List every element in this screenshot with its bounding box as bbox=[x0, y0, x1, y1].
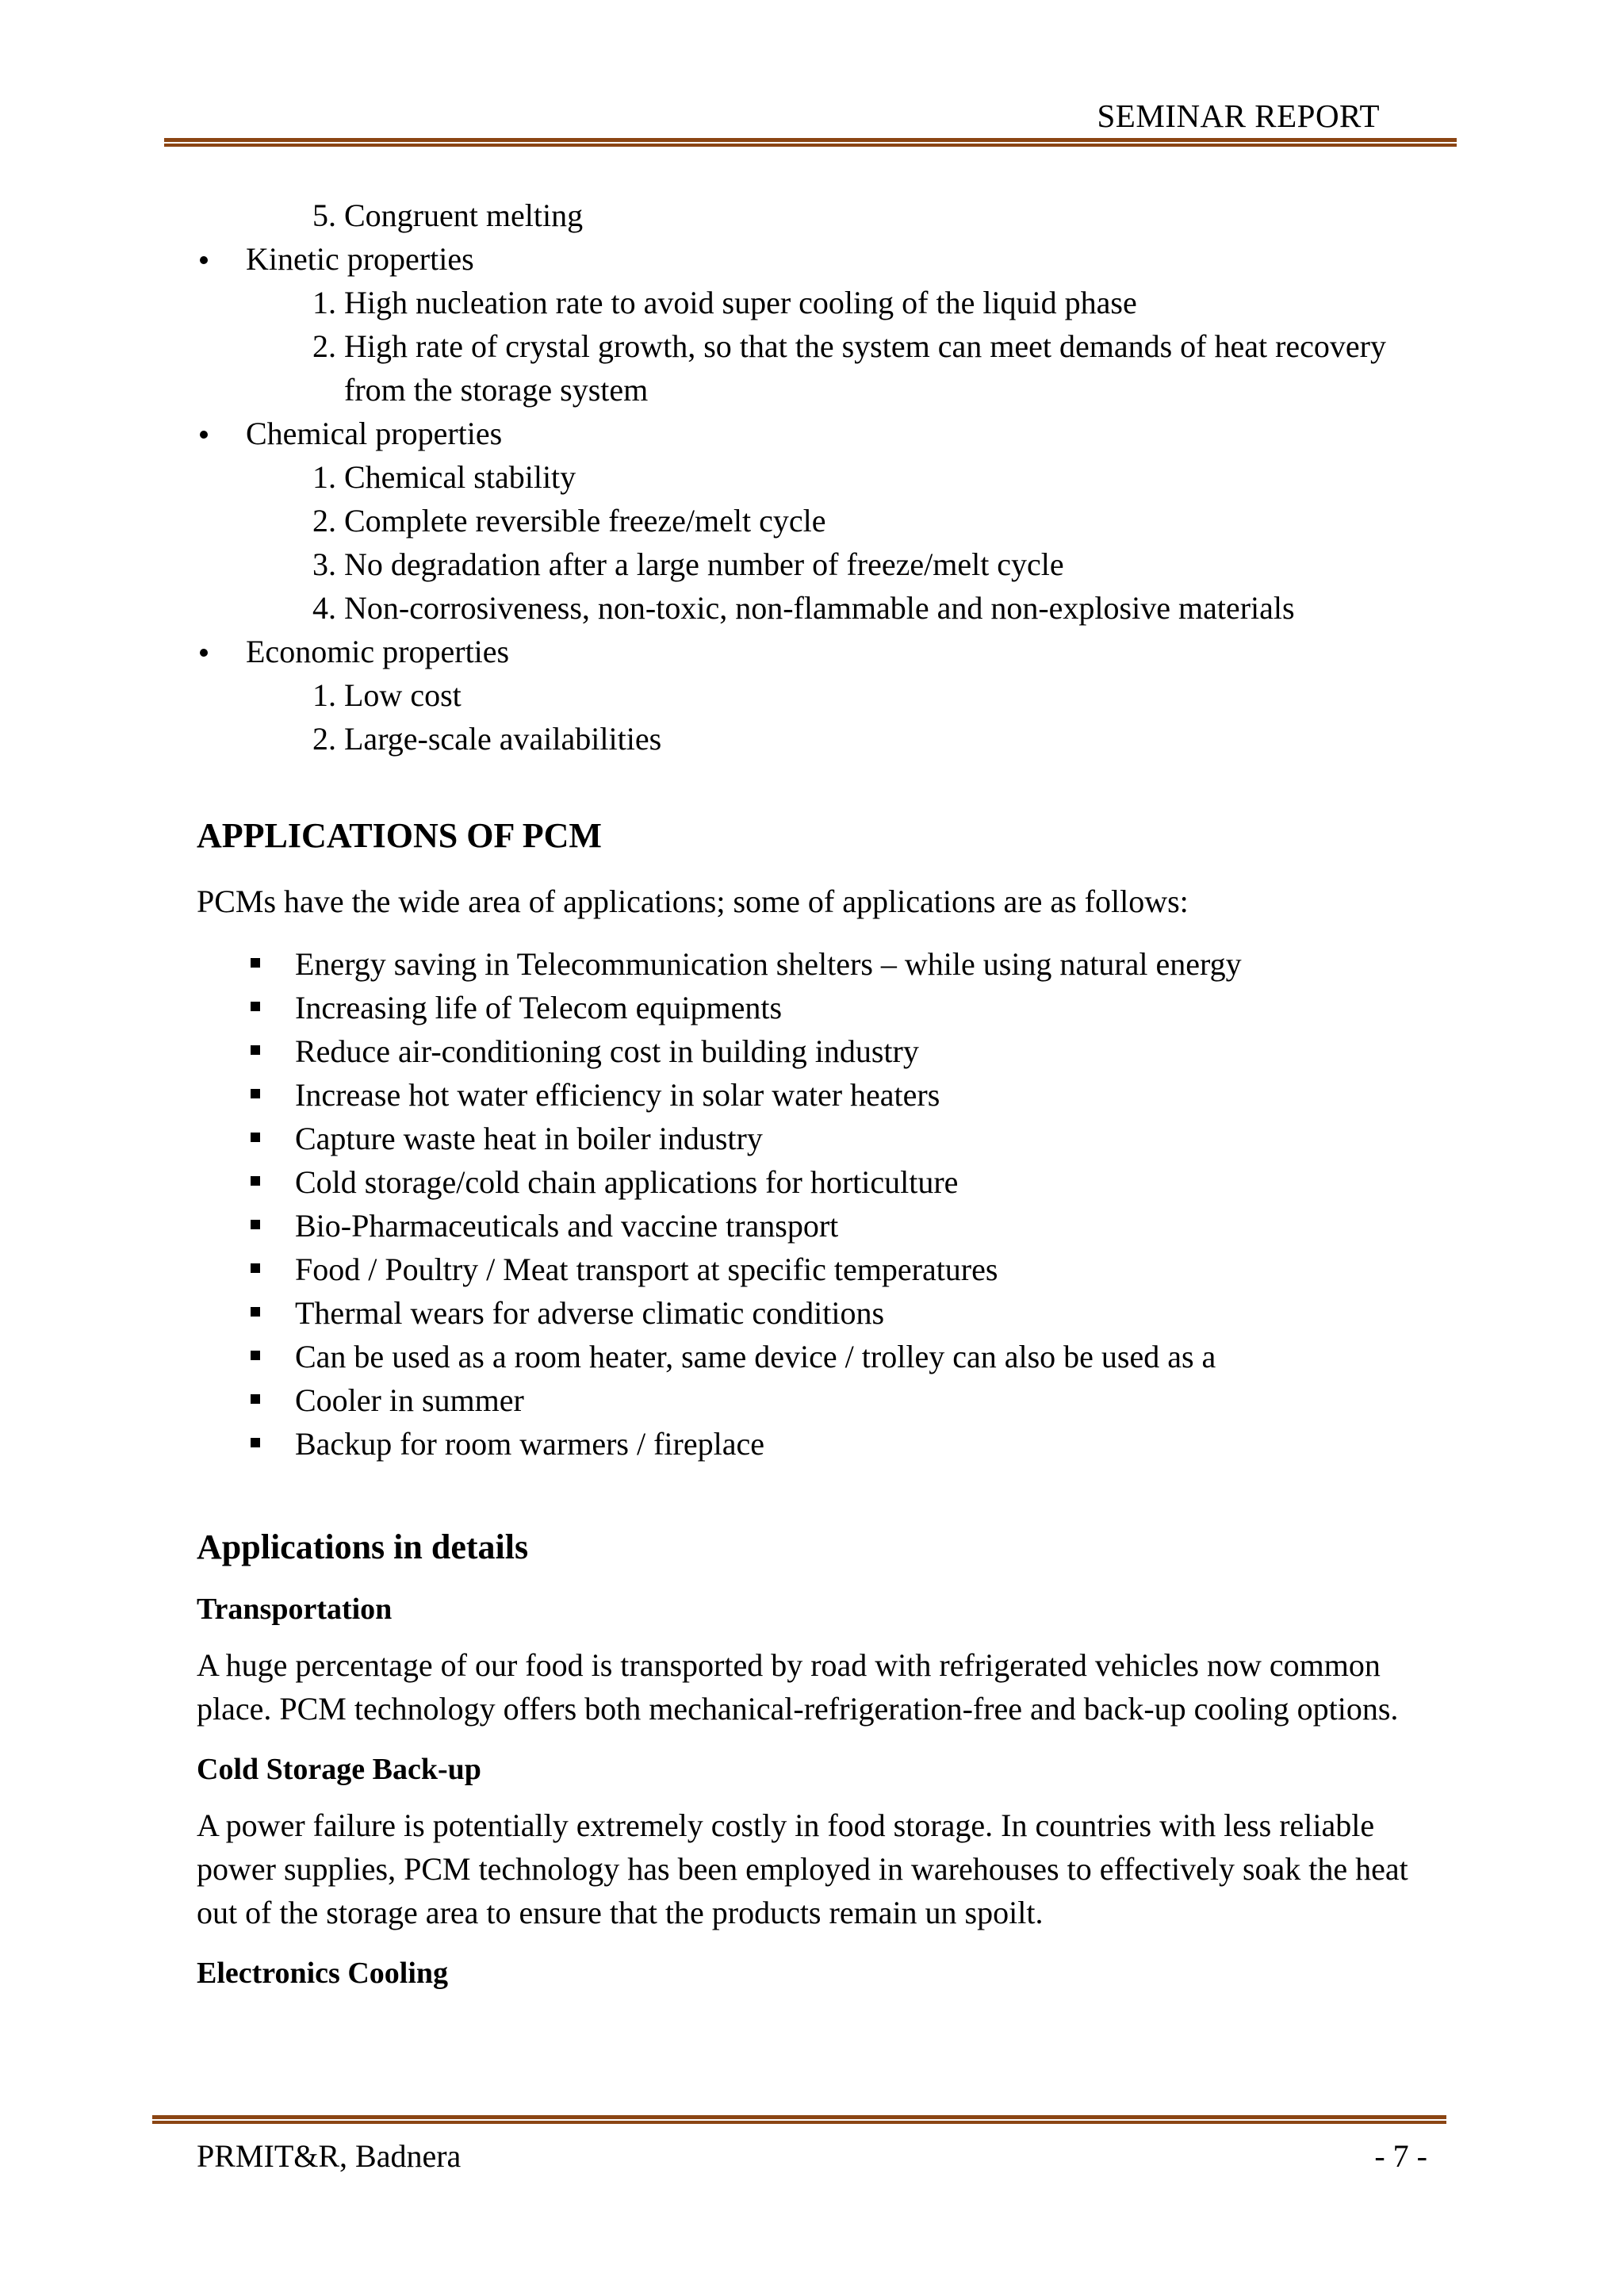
square-bullet-icon bbox=[251, 1307, 260, 1317]
list-item bbox=[246, 586, 1434, 630]
property-items bbox=[246, 281, 1434, 412]
square-bullet-icon bbox=[251, 1438, 260, 1447]
header-title: SEMINAR REPORT bbox=[1097, 98, 1380, 134]
list-item bbox=[246, 499, 1434, 542]
header-rule bbox=[164, 138, 1457, 147]
item-number: 2. bbox=[312, 328, 336, 364]
details-section-title: Electronics Cooling bbox=[197, 1957, 449, 1990]
group-title: Economic properties bbox=[246, 634, 510, 669]
item-text: High rate of crystal growth, so that the system can meet demands of heat recovery from the storage system bbox=[344, 328, 1387, 408]
list-item bbox=[246, 324, 1434, 412]
item-text: Chemical stability bbox=[344, 459, 576, 495]
item-text: Non-corrosiveness, non-toxic, non-flammable and non-explosive materials bbox=[344, 590, 1295, 626]
square-bullet-icon bbox=[251, 1263, 260, 1273]
details-section-body: A power failure is potentially extremely costly in food storage. In countries with less reliable power supplies, PCM technology has been employed in warehouses to effectively soak the heat out of the storage area to ensure that the products remain un spoilt. bbox=[197, 1807, 1408, 1930]
property-groups bbox=[197, 237, 1434, 761]
application-text: Increase hot water efficiency in solar water heaters bbox=[295, 1077, 940, 1113]
property-group-kinetic bbox=[197, 237, 1434, 412]
details-heading: Applications in details bbox=[197, 1527, 529, 1566]
continuation-list bbox=[197, 194, 1434, 237]
details-section-body: A huge percentage of our food is transported by road with refrigerated vehicles now common place. PCM technology offers both mechanical-refrigeration-free and back-up cooling options. bbox=[197, 1647, 1399, 1727]
item-text: No degradation after a large number of freeze/melt cycle bbox=[344, 546, 1064, 582]
list-item bbox=[197, 194, 1434, 237]
bullet-dot-icon bbox=[200, 649, 208, 657]
list-item bbox=[246, 542, 1434, 586]
footer-rule bbox=[152, 2115, 1446, 2124]
property-items bbox=[246, 455, 1434, 630]
item-text: High nucleation rate to avoid super cooling of the liquid phase bbox=[344, 285, 1137, 320]
application-text: Cold storage/cold chain applications for horticulture bbox=[295, 1164, 959, 1200]
item-number: 4. bbox=[312, 590, 336, 626]
item-number: 2. bbox=[312, 503, 336, 539]
square-bullet-icon bbox=[251, 958, 260, 968]
bullet-dot-icon bbox=[200, 256, 208, 264]
square-bullet-icon bbox=[251, 1045, 260, 1055]
square-bullet-icon bbox=[251, 1351, 260, 1360]
square-bullet-icon bbox=[251, 1089, 260, 1098]
details-section-title: Cold Storage Back-up bbox=[197, 1753, 481, 1786]
item-number: 5. bbox=[312, 197, 336, 233]
application-item bbox=[197, 1248, 1434, 1291]
details-section-title: Transportation bbox=[197, 1593, 393, 1626]
item-number: 2. bbox=[312, 721, 336, 757]
application-item bbox=[197, 1117, 1434, 1160]
item-text: Large-scale availabilities bbox=[344, 721, 662, 757]
application-text: Capture waste heat in boiler industry bbox=[295, 1121, 763, 1156]
application-item bbox=[197, 1073, 1434, 1117]
application-item bbox=[197, 1291, 1434, 1335]
group-title: Chemical properties bbox=[246, 416, 503, 451]
application-text: Bio-Pharmaceuticals and vaccine transport bbox=[295, 1208, 839, 1244]
item-number: 3. bbox=[312, 546, 336, 582]
applications-list bbox=[197, 942, 1434, 1466]
footer-institution: PRMIT&R, Badnera bbox=[197, 2138, 462, 2174]
application-item bbox=[197, 1160, 1434, 1204]
item-number: 1. bbox=[312, 285, 336, 320]
property-items bbox=[246, 673, 1434, 761]
item-text: Complete reversible freeze/melt cycle bbox=[344, 503, 826, 539]
application-text: Energy saving in Telecommunication shelters – while using natural energy bbox=[295, 946, 1242, 982]
bullet-dot-icon bbox=[200, 431, 208, 439]
details-sections bbox=[197, 1589, 1434, 1993]
application-text: Can be used as a room heater, same device / trolley can also be used as a bbox=[295, 1339, 1216, 1374]
application-item bbox=[197, 1335, 1434, 1378]
square-bullet-icon bbox=[251, 1133, 260, 1142]
application-item bbox=[197, 1378, 1434, 1422]
application-text: Thermal wears for adverse climatic conditions bbox=[295, 1295, 885, 1331]
square-bullet-icon bbox=[251, 1002, 260, 1011]
application-text: Cooler in summer bbox=[295, 1382, 524, 1418]
item-number: 1. bbox=[312, 677, 336, 713]
application-text: Backup for room warmers / fireplace bbox=[295, 1426, 764, 1462]
applications-heading: APPLICATIONS OF PCM bbox=[197, 816, 602, 855]
square-bullet-icon bbox=[251, 1176, 260, 1186]
list-item bbox=[246, 717, 1434, 761]
application-item bbox=[197, 1422, 1434, 1466]
list-item bbox=[246, 281, 1434, 324]
square-bullet-icon bbox=[251, 1220, 260, 1229]
applications-intro: PCMs have the wide area of applications; some of applications are as follows: bbox=[197, 884, 1189, 919]
application-text: Reduce air-conditioning cost in building industry bbox=[295, 1033, 919, 1069]
list-item bbox=[246, 455, 1434, 499]
property-group-chemical bbox=[197, 412, 1434, 630]
application-item bbox=[197, 986, 1434, 1029]
item-number: 1. bbox=[312, 459, 336, 495]
list-item bbox=[246, 673, 1434, 717]
application-item bbox=[197, 1029, 1434, 1073]
page-content bbox=[197, 194, 1434, 2007]
application-item bbox=[197, 942, 1434, 986]
application-item bbox=[197, 1204, 1434, 1248]
footer-page-number: - 7 - bbox=[1374, 2138, 1427, 2174]
application-text: Food / Poultry / Meat transport at specific temperatures bbox=[295, 1251, 998, 1287]
group-title: Kinetic properties bbox=[246, 241, 474, 277]
item-text: Low cost bbox=[344, 677, 462, 713]
application-text: Increasing life of Telecom equipments bbox=[295, 990, 783, 1025]
square-bullet-icon bbox=[251, 1394, 260, 1404]
item-text: Congruent melting bbox=[344, 197, 584, 233]
property-group-economic bbox=[197, 630, 1434, 761]
